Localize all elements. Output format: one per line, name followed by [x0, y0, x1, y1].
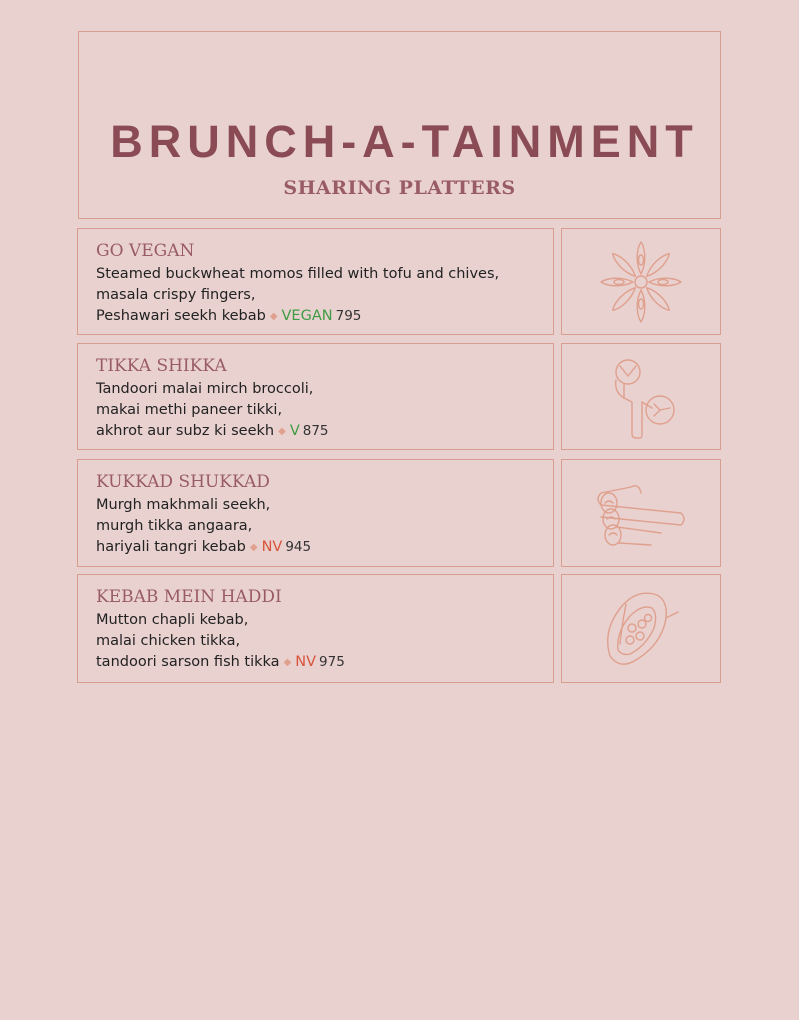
menu-item-tikka-shikka	[77, 343, 554, 450]
item-price: 795	[335, 308, 362, 324]
section-subtitle: SHARING PLATTERS	[283, 177, 516, 199]
menu-item-kebab-mein-haddi	[77, 574, 554, 683]
description-line: murgh tikka angaara,	[96, 518, 253, 534]
description-line: Peshawari seekh kebab	[96, 308, 266, 324]
diet-tag: NV	[295, 654, 317, 670]
item-name: TIKKA SHIKKA	[96, 356, 227, 376]
diamond-separator-icon: ◆	[283, 657, 292, 668]
item-icon-panel	[561, 574, 721, 683]
description-line: malai chicken tikka,	[96, 633, 241, 649]
menu-item-kukkad-shukkad	[77, 459, 554, 567]
item-price: 945	[285, 539, 312, 555]
description-line: Steamed buckwheat momos filled with tofu and chives,	[96, 266, 500, 282]
diamond-separator-icon: ◆	[249, 542, 258, 553]
cardamom-pod-icon	[596, 584, 686, 674]
item-icon-panel	[561, 459, 721, 567]
item-icon-panel	[561, 228, 721, 335]
cinnamon-stick-icon	[591, 473, 691, 553]
item-description	[96, 379, 329, 443]
item-description	[96, 264, 499, 328]
page-title: BRUNCH-A-TAINMENT	[110, 116, 699, 167]
diet-tag: NV	[261, 539, 283, 555]
item-name: KEBAB MEIN HADDI	[96, 587, 282, 607]
description-line: Mutton chapli kebab,	[96, 612, 249, 628]
description-line: hariyali tangri kebab	[96, 539, 246, 555]
item-price: 875	[302, 423, 329, 439]
clove-spice-icon	[596, 352, 686, 442]
item-description	[96, 610, 345, 674]
description-line: makai methi paneer tikki,	[96, 402, 283, 418]
menu-item-go-vegan	[77, 228, 554, 335]
item-description	[96, 495, 311, 559]
item-name: GO VEGAN	[96, 241, 195, 261]
item-price: 975	[319, 654, 345, 670]
header-panel	[78, 31, 721, 219]
star-anise-icon	[596, 237, 686, 327]
description-line: Tandoori malai mirch broccoli,	[96, 381, 314, 397]
item-name: KUKKAD SHUKKAD	[96, 472, 270, 492]
item-icon-panel	[561, 343, 721, 450]
diet-tag: VEGAN	[281, 308, 333, 324]
description-line: akhrot aur subz ki seekh	[96, 423, 275, 439]
diamond-separator-icon: ◆	[278, 426, 286, 437]
diamond-separator-icon: ◆	[269, 311, 278, 322]
description-line: masala crispy fingers,	[96, 287, 256, 303]
description-line: Murgh makhmali seekh,	[96, 497, 271, 513]
diet-tag: V	[289, 423, 300, 439]
description-line: tandoori sarson fish tikka	[96, 654, 280, 670]
